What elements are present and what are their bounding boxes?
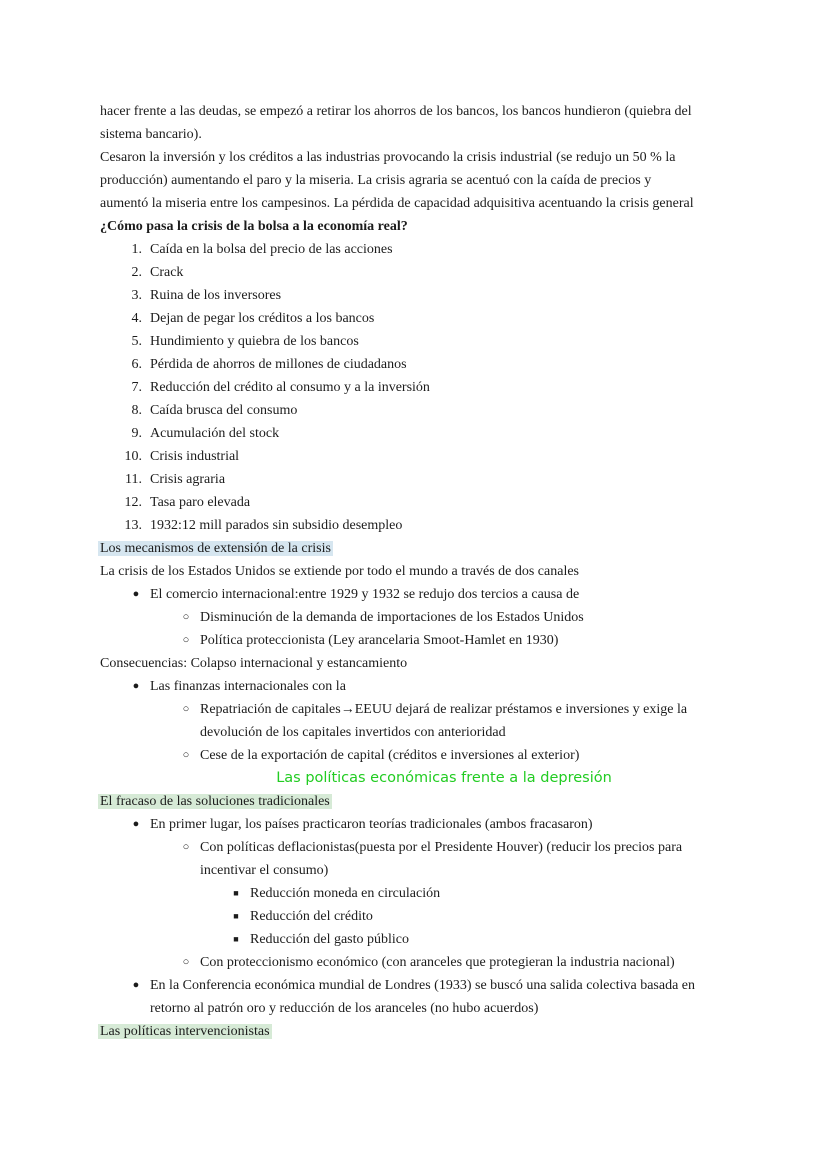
bullet-marker: ●	[132, 588, 140, 600]
list-item-text: 1932:12 mill parados sin subsidio desempleo	[150, 518, 403, 533]
sub-sub-bullet-item	[100, 905, 748, 928]
list-item-text: Dejan de pegar los créditos a los bancos	[150, 311, 375, 326]
bullet-marker: ●	[132, 818, 140, 830]
list-item-text: Hundimiento y quiebra de los bancos	[150, 334, 359, 349]
list-number: 4.	[131, 311, 142, 326]
list-number: 7.	[131, 380, 142, 395]
list-item-text: Crack	[150, 265, 184, 280]
paragraph-line: producción) aumentando el paro y la miseria. La crisis agraria se acentuó con la caída de precios y	[100, 173, 652, 188]
list-number: 1.	[131, 242, 142, 257]
list-item-text: Crisis agraria	[150, 472, 226, 487]
square-marker: ■	[233, 911, 239, 921]
question-heading: ¿Cómo pasa la crisis de la bolsa a la economía real?	[100, 219, 408, 234]
list-item	[122, 445, 748, 468]
list-number: 9.	[131, 426, 142, 441]
list-item-text: Reducción del crédito al consumo y a la inversión	[150, 380, 430, 395]
sub-bullet-text: Con proteccionismo económico (con aranceles que protegieran la industria nacional)	[200, 955, 675, 970]
bullet-text: En primer lugar, los países practicaron teorías tradicionales (ambos fracasaron)	[150, 817, 593, 832]
section-heading-intervencionistas	[100, 1020, 748, 1043]
list-item-text: Caída en la bolsa del precio de las acciones	[150, 242, 393, 257]
list-item	[122, 399, 748, 422]
section-title-politicas: Las políticas económicas frente a la depresión	[276, 770, 612, 786]
list-number: 12.	[124, 495, 142, 510]
list-item	[122, 468, 748, 491]
sub-bullet-text: Cese de la exportación de capital (créditos e inversiones al exterior)	[200, 748, 580, 763]
sub-bullet-text: Con políticas deflacionistas(puesta por el Presidente Houver) (reducir los precios para incentivar el consumo)	[200, 840, 683, 878]
bullet-marker: ●	[132, 680, 140, 692]
list-number: 3.	[131, 288, 142, 303]
bullet-item	[100, 974, 748, 1020]
circle-marker: ○	[182, 703, 190, 715]
section-heading-fracaso	[100, 790, 748, 813]
circle-marker: ○	[182, 956, 190, 968]
circle-marker: ○	[182, 841, 190, 853]
sub-bullet-item	[100, 629, 748, 652]
list-item	[122, 238, 748, 261]
sub-bullet-item	[100, 698, 748, 744]
list-number: 5.	[131, 334, 142, 349]
paragraph-line: La crisis de los Estados Unidos se extiende por todo el mundo a través de dos canales	[100, 564, 579, 579]
paragraph-line: hacer frente a las deudas, se empezó a retirar los ahorros de los bancos, los bancos hundieron (quiebra del	[100, 104, 692, 119]
paragraph-line: aumentó la miseria entre los campesinos. La pérdida de capacidad adquisitiva acentuando la crisis general	[100, 196, 694, 211]
circle-marker: ○	[182, 634, 190, 646]
list-item	[122, 376, 748, 399]
list-item	[122, 422, 748, 445]
circle-marker: ○	[182, 611, 190, 623]
list-number: 8.	[131, 403, 142, 418]
list-number: 11.	[125, 472, 142, 487]
list-item-text: Pérdida de ahorros de millones de ciudadanos	[150, 357, 407, 372]
sub-bullet-text: Política proteccionista (Ley arancelaria Smoot-Hamlet en 1930)	[200, 633, 559, 648]
list-item-text: Tasa paro elevada	[150, 495, 251, 510]
list-item	[122, 514, 748, 537]
list-item	[122, 307, 748, 330]
bullet-text: En la Conferencia económica mundial de Londres (1933) se buscó una salida colectiva basada en retorno al patrón oro y reducción de los aranceles (no hubo acuerdos)	[150, 978, 696, 1016]
list-number: 6.	[131, 357, 142, 372]
list-item-text: Crisis industrial	[150, 449, 240, 464]
bullet-item	[100, 675, 748, 698]
square-marker: ■	[233, 888, 239, 898]
circle-marker: ○	[182, 749, 190, 761]
bullet-text: El comercio internacional:entre 1929 y 1932 se redujo dos tercios a causa de	[150, 587, 580, 602]
list-item	[122, 284, 748, 307]
sub-bullet-text: Repatriación de capitales→EEUU dejará de realizar préstamos e inversiones y exige la devolución de los capitales invertidos con anterioridad	[200, 702, 688, 740]
steps-list	[100, 238, 748, 537]
bullet-marker: ●	[132, 979, 140, 991]
sub-sub-bullet-item	[100, 882, 748, 905]
highlighted-heading-text: El fracaso de las soluciones tradicionales	[100, 794, 330, 809]
sub-bullet-item	[100, 606, 748, 629]
list-item-text: Ruina de los inversores	[150, 288, 282, 303]
sub-bullet-item	[100, 744, 748, 767]
square-marker: ■	[233, 934, 239, 944]
sub-bullet-text: Disminución de la demanda de importaciones de los Estados Unidos	[200, 610, 584, 625]
sub-sub-bullet-text: Reducción moneda en circulación	[250, 886, 441, 901]
sub-bullet-item	[100, 951, 748, 974]
list-number: 10.	[124, 449, 142, 464]
bullet-text: Las finanzas internacionales con la	[150, 679, 346, 694]
bullet-item	[100, 813, 748, 836]
list-item-text: Acumulación del stock	[150, 426, 280, 441]
bullet-item	[100, 583, 748, 606]
list-number: 2.	[131, 265, 142, 280]
list-number: 13.	[124, 518, 142, 533]
list-item-text: Caída brusca del consumo	[150, 403, 298, 418]
paragraph-line: Cesaron la inversión y los créditos a las industrias provocando la crisis industrial (se redujo un 50 % la	[100, 150, 676, 165]
list-item	[122, 330, 748, 353]
highlighted-heading-text: Las políticas intervencionistas	[100, 1024, 270, 1039]
paragraph-line: Consecuencias: Colapso internacional y estancamiento	[100, 656, 408, 671]
list-item	[122, 491, 748, 514]
list-item	[122, 261, 748, 284]
sub-sub-bullet-item	[100, 928, 748, 951]
sub-sub-bullet-text: Reducción del crédito	[250, 909, 373, 924]
sub-sub-bullet-text: Reducción del gasto público	[250, 932, 410, 947]
sub-bullet-item	[100, 836, 748, 882]
section-heading-mecanismos	[100, 537, 748, 560]
paragraph-line: sistema bancario).	[100, 127, 202, 142]
highlighted-heading-text: Los mecanismos de extensión de la crisis	[100, 541, 331, 556]
list-item	[122, 353, 748, 376]
